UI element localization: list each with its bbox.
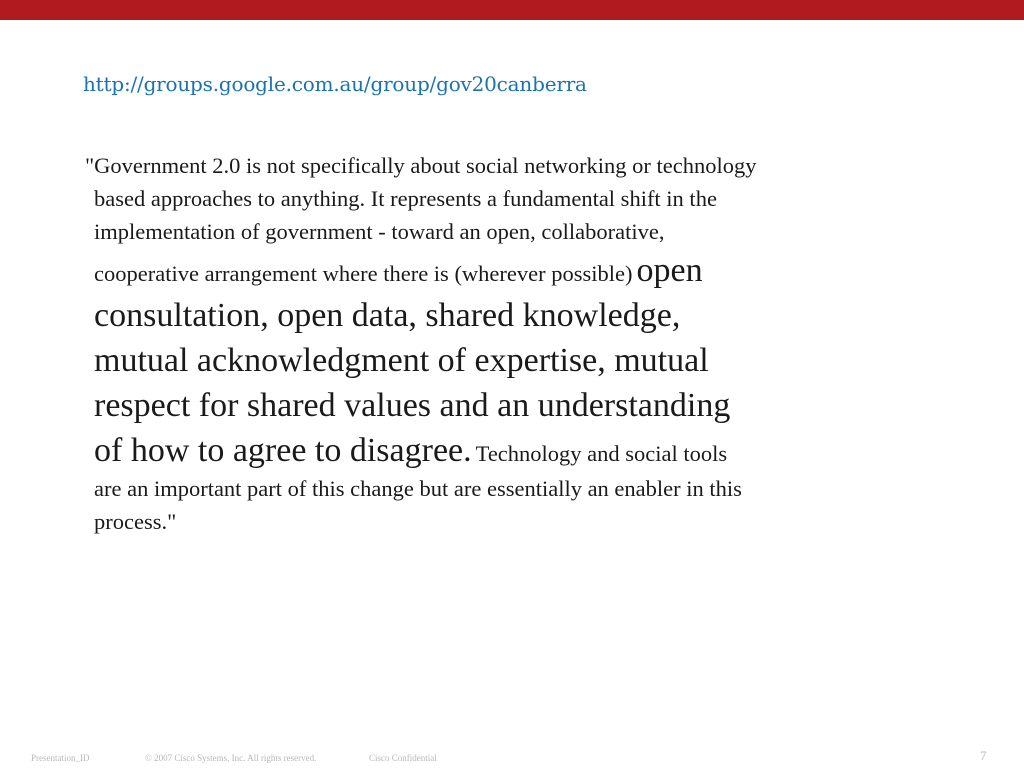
quote-closing-text: Technology and social tools are an important part of this change but are essentially an enabler in this process.": [94, 441, 742, 535]
quote-block: [85, 150, 759, 539]
page-number: 7: [980, 748, 987, 763]
top-accent-bar: [0, 0, 1024, 20]
group-url-link[interactable]: http://groups.google.com.au/group/gov20canberra: [83, 72, 587, 96]
quote-intro-text: "Government 2.0 is not specifically about social networking or technology based approaches to anything. It represents a fundamental shift in the implementation of government - toward an open, collaborative, cooperative arrangement where there is (wherever possible): [85, 153, 757, 287]
footer-confidential: Cisco Confidential: [369, 753, 437, 763]
quote-emphasis-text: open consultation, open data, shared knowledge, mutual acknowledgment of expertise, mutual respect for shared values and an understanding of how to agree to disagree.: [94, 252, 731, 470]
footer-presentation-id: Presentation_ID: [31, 753, 90, 763]
footer-copyright: © 2007 Cisco Systems, Inc. All rights reserved.: [145, 753, 317, 763]
